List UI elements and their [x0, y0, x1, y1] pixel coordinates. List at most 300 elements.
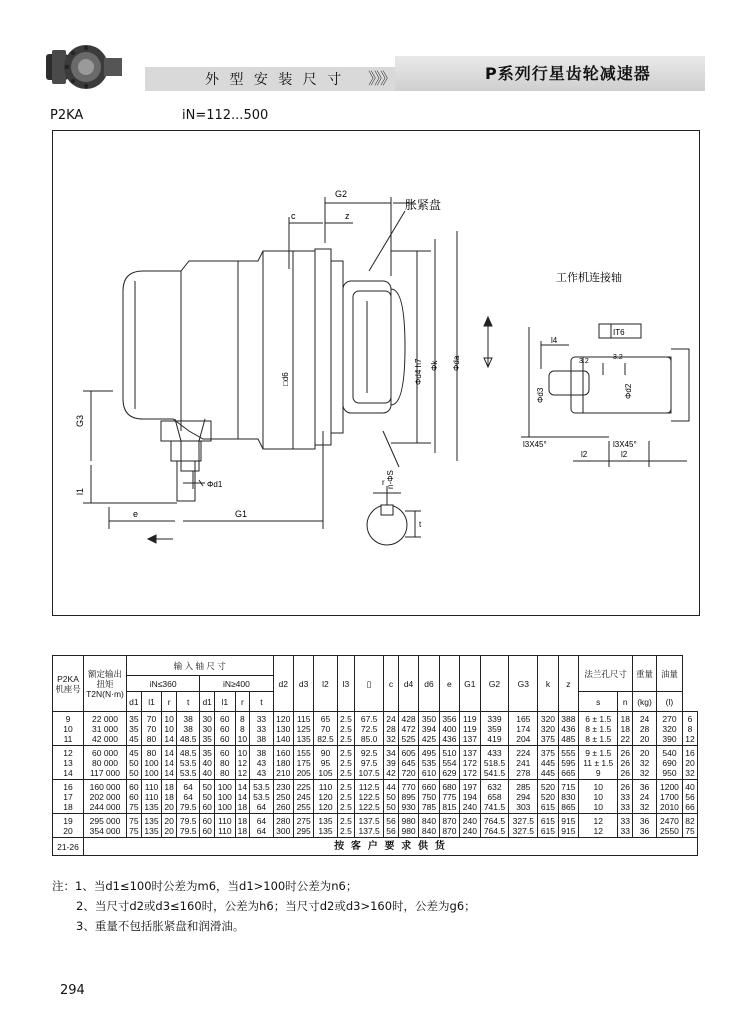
cell-value: 224: [516, 747, 531, 758]
th-oil: 油量: [656, 656, 682, 692]
cell-value: 13: [63, 757, 73, 768]
cell-value: 244 000: [89, 801, 121, 812]
cell-value: 24: [639, 713, 650, 724]
table-cell: [162, 712, 177, 746]
table-cell: [480, 780, 509, 814]
cell-value: 11 ± 1.5: [583, 757, 614, 768]
work-shaft-label: 工作机连接轴: [556, 272, 622, 284]
cell-value: 10: [593, 781, 603, 792]
cell-value: 36: [639, 815, 650, 826]
cell-value: 1200: [660, 781, 679, 792]
cell-value: 2.5: [339, 757, 352, 768]
cell-value: 8 ± 1.5: [585, 723, 612, 734]
cell-value: 300: [276, 825, 291, 836]
cell-value: 117 000: [89, 767, 121, 778]
cell-value: 95: [320, 757, 331, 768]
table-cell: [337, 814, 355, 838]
th-le360: iN≤360: [127, 676, 200, 692]
table-cell: [200, 814, 215, 838]
cell-value: 12: [593, 825, 603, 836]
table-cell: [579, 814, 618, 838]
cell-value: 75: [129, 815, 139, 826]
notes: [52, 876, 476, 936]
cell-value: 2.5: [339, 713, 352, 724]
cell-value: 815: [442, 801, 457, 812]
cell-value: 255: [296, 801, 311, 812]
cell-value: 18: [620, 713, 630, 724]
cell-value: 980: [401, 825, 416, 836]
label-ra-2: 3.2: [613, 354, 623, 361]
cell-value: 356: [442, 713, 457, 724]
table-cell: [439, 712, 459, 746]
table-cell: [162, 814, 177, 838]
cell-value: 39: [386, 757, 396, 768]
table-cell: [579, 780, 618, 814]
cell-value: 180: [276, 757, 291, 768]
label-l3x45-b: l3X45°: [613, 440, 637, 449]
label-d6: □d6: [281, 372, 290, 386]
cell-value: 605: [401, 747, 416, 758]
cell-value: 240: [462, 825, 477, 836]
cell-value: 14: [237, 791, 248, 802]
cell-value: 50: [129, 757, 139, 768]
cell-value: 119: [463, 713, 477, 724]
cell-value: 915: [561, 825, 576, 836]
cell-value: 56: [685, 791, 695, 802]
cell-value: 112.5: [358, 781, 380, 792]
cell-value: 70: [146, 713, 157, 724]
table-cell: [293, 814, 313, 838]
label-ra-1: 3.2: [579, 358, 589, 365]
cell-value: 135: [144, 825, 159, 836]
cell-value: 80: [146, 747, 157, 758]
cell-value: 445: [540, 767, 556, 778]
th-l2: l2: [314, 656, 337, 712]
cell-value: 60: [129, 791, 139, 802]
table-cell: [480, 814, 509, 838]
cell-value: 541.5: [483, 767, 506, 778]
table-cell: [682, 814, 697, 838]
cell-value: 10: [63, 723, 73, 734]
catalog-title: P系列行星齿轮减速器: [485, 64, 651, 83]
cell-value: 930: [401, 801, 416, 812]
cell-value: 110: [218, 815, 232, 826]
table-cell: [419, 780, 439, 814]
table-cell: [579, 712, 618, 746]
cell-value: 33: [256, 713, 267, 724]
cell-value: 82: [685, 815, 695, 826]
cell-value: 554: [442, 757, 457, 768]
cell-value: 24: [386, 713, 396, 724]
label-l2-a: l2: [581, 450, 588, 459]
th-sub: t: [177, 692, 200, 712]
table-cell: [384, 780, 399, 814]
cell-value: 785: [421, 801, 437, 812]
cell-value: 80: [146, 733, 157, 744]
cell-value: 250: [276, 791, 291, 802]
th-sub: d1: [200, 692, 215, 712]
cell-value: 741.5: [483, 801, 506, 812]
cell-value: 26: [620, 757, 630, 768]
cell-value: 60: [202, 825, 212, 836]
cell-value: 33: [620, 815, 630, 826]
cell-value: 280: [276, 815, 291, 826]
cell-value: 400: [442, 723, 457, 734]
cell-value: 10: [593, 791, 603, 802]
table-cell: [215, 712, 235, 746]
table-cell: [558, 814, 578, 838]
label-l4: l4: [551, 336, 558, 345]
cell-value: 294: [516, 791, 531, 802]
table-cell: [235, 712, 250, 746]
cell-value: 320: [540, 723, 556, 734]
cell-value: 56: [386, 825, 396, 836]
cell-value: 680: [442, 781, 457, 792]
table-cell: [384, 712, 399, 746]
cell-value: 175: [296, 757, 311, 768]
cell-value: 665: [561, 767, 576, 778]
table-cell: [314, 780, 337, 814]
cell-value: 67.5: [360, 713, 378, 724]
cell-value: 8: [240, 713, 245, 724]
cell-value: 2.5: [339, 733, 352, 744]
cell-value: 339: [487, 713, 502, 724]
cell-value: 980: [401, 815, 416, 826]
th-s: s: [579, 692, 618, 712]
cell-value: 122.5: [358, 791, 380, 802]
cell-value: 472: [401, 723, 416, 734]
cell-value: 12: [237, 767, 248, 778]
cell-value: 632: [487, 781, 502, 792]
cell-value: 43: [256, 757, 267, 768]
table-cell: [538, 712, 558, 746]
cell-value: 6: [687, 713, 693, 724]
cell-value: 419: [487, 733, 502, 744]
cell-value: 17: [63, 791, 73, 802]
cell-value: 135: [318, 815, 333, 826]
table-cell: [250, 814, 273, 838]
label-k: Φk: [430, 360, 439, 371]
table-cell: [162, 780, 177, 814]
cell-value: 79.5: [179, 815, 197, 826]
th-d3: d3: [293, 656, 313, 712]
cell-value: 38: [183, 723, 193, 734]
cell-value: 140: [276, 733, 291, 744]
cell-value: 870: [442, 825, 457, 836]
cell-value: 34: [386, 747, 396, 758]
th-sub: d1: [127, 692, 142, 712]
table-row-group: [53, 780, 698, 814]
cell-value: 42: [386, 767, 396, 778]
cell-value: 65: [320, 713, 331, 724]
table-cell: [273, 712, 293, 746]
table-cell: [682, 712, 697, 746]
cell-value: 840: [421, 825, 437, 836]
table-cell: [250, 746, 273, 780]
cell-value: 30: [202, 723, 212, 734]
table-cell: [618, 746, 633, 780]
cell-value: 90: [320, 747, 331, 758]
th-l3: l3: [337, 656, 355, 712]
table-cell: [84, 712, 127, 746]
cell-value: 72.5: [360, 723, 378, 734]
label-d2: Φd2: [624, 383, 633, 399]
cell-value: 12: [685, 733, 695, 744]
cell-value: 660: [421, 781, 437, 792]
cell-value: 518.5: [483, 757, 506, 768]
cell-value: 18: [164, 791, 174, 802]
th-sub: l1: [141, 692, 161, 712]
cell-value: 764.5: [483, 825, 506, 836]
cell-value: 8: [687, 723, 693, 734]
cell-value: 445: [540, 757, 556, 768]
th-input: 输 入 轴 尺 寸: [127, 656, 274, 676]
table-cell: [656, 814, 682, 838]
cell-value: 172: [462, 767, 477, 778]
cell-value: 30: [202, 713, 212, 724]
table-cell: [314, 746, 337, 780]
cell-value: 2550: [660, 825, 679, 836]
cell-value: 359: [487, 723, 502, 734]
table-cell: [509, 814, 538, 838]
cell-value: 270: [662, 713, 677, 724]
cell-value: 9: [65, 713, 71, 724]
cell-value: 865: [561, 801, 576, 812]
th-sub: r: [235, 692, 250, 712]
table-cell: [419, 712, 439, 746]
th-sub: r: [162, 692, 177, 712]
cell-value: 295 000: [89, 815, 121, 826]
th-ge400: iN≥400: [200, 676, 273, 692]
table-cell: [355, 746, 384, 780]
cell-value: 137: [462, 733, 477, 744]
cell-value: 225: [296, 781, 311, 792]
table-cell: [656, 712, 682, 746]
note-2: 2、当尺寸d2或d3≤160时，公差为h6；当尺寸d2或d3>160时，公差为g6；: [76, 899, 476, 913]
cell-value: 22 000: [92, 713, 118, 724]
table-cell: [480, 746, 509, 780]
cell-value: 100: [144, 757, 159, 768]
cell-value: 645: [401, 757, 416, 768]
cell-value: 520: [540, 781, 556, 792]
cell-value: 50: [386, 801, 396, 812]
th-sub: l1: [215, 692, 235, 712]
table-cell: [293, 712, 313, 746]
cell-value: 60: [220, 733, 230, 744]
label-G2: G2: [335, 189, 348, 199]
cell-value: 35: [129, 723, 139, 734]
cell-value: 658: [487, 791, 502, 802]
table-cell: [633, 746, 657, 780]
th-oil-unit: (l): [656, 692, 682, 712]
table-row-group: [53, 814, 698, 838]
label-da: Φda: [452, 355, 461, 371]
cell-value: 85.0: [360, 733, 378, 744]
th-G1: G1: [460, 656, 480, 712]
cell-value: 135: [296, 733, 311, 744]
table-cell: [250, 712, 273, 746]
table-cell: [558, 746, 578, 780]
cell-value: 615: [540, 801, 556, 812]
table-cell: [141, 746, 161, 780]
table-cell: [398, 814, 418, 838]
model-code: P2KA: [50, 108, 84, 123]
table-cell: [460, 780, 480, 814]
label-l2-b: l2: [621, 450, 628, 459]
cell-value: 210: [276, 767, 291, 778]
cell-value: 10: [593, 801, 603, 812]
cell-value: 595: [561, 757, 576, 768]
cell-value: 60: [220, 723, 230, 734]
label-d1: Φd1: [207, 480, 223, 489]
cell-value: 32: [685, 767, 695, 778]
cell-value: 130: [276, 723, 291, 734]
cell-value: 950: [662, 767, 677, 778]
cell-value: 53.5: [179, 757, 197, 768]
table-cell: [200, 746, 215, 780]
cell-value: 278: [516, 767, 531, 778]
cell-value: 40: [685, 781, 695, 792]
cell-value: 50: [202, 791, 212, 802]
cell-value: 20: [639, 747, 650, 758]
table-cell: [200, 712, 215, 746]
cell-value: 20: [164, 825, 174, 836]
table-cell: [215, 780, 235, 814]
table-cell: [127, 712, 142, 746]
cell-value: 100: [217, 781, 232, 792]
cell-value: 70: [320, 723, 331, 734]
table-cell: [141, 712, 161, 746]
label-G1: G1: [235, 509, 248, 519]
table-cell: [682, 746, 697, 780]
table-cell: [127, 814, 142, 838]
cell-value: 840: [421, 815, 437, 826]
table-cell: [177, 814, 200, 838]
cell-value: 32: [386, 733, 396, 744]
cell-value: 14: [164, 747, 174, 758]
cell-value: 92.5: [360, 747, 378, 758]
cell-value: 31 000: [92, 723, 118, 734]
th-model: P2KA机座号: [53, 656, 84, 712]
cell-value: 66: [685, 801, 695, 812]
cell-value: 2.5: [339, 767, 352, 778]
cell-value: 610: [421, 767, 437, 778]
cell-value: 38: [256, 733, 267, 744]
cell-value: 327.5: [512, 825, 534, 836]
table-cell: [398, 746, 418, 780]
cell-value: 240: [462, 801, 477, 812]
table-cell: [273, 814, 293, 838]
cell-value: 260: [276, 801, 291, 812]
cell-value: 241: [516, 757, 531, 768]
table-cell: [53, 712, 84, 746]
table-cell: [398, 780, 418, 814]
th-d2: d2: [273, 656, 293, 712]
label-l3x45-a: l3X45°: [523, 440, 547, 449]
table-cell: [579, 746, 618, 780]
cell-value: 80: [220, 757, 230, 768]
cell-value: 79.5: [179, 825, 197, 836]
cell-value: 327.5: [512, 815, 534, 826]
cell-value: 303: [516, 801, 531, 812]
table-cell: [618, 814, 633, 838]
table-cell: [538, 780, 558, 814]
cell-value: 428: [401, 713, 416, 724]
cell-value: 375: [540, 733, 556, 744]
cell-value: 915: [561, 815, 576, 826]
cell-value: 2.5: [339, 825, 352, 836]
cell-value: 110: [318, 781, 333, 792]
cell-value: 202 000: [89, 791, 121, 802]
table-cell: [439, 746, 459, 780]
cell-value: 615: [540, 815, 556, 826]
th-e: e: [439, 656, 459, 712]
table-cell: [215, 746, 235, 780]
label-G3: G3: [75, 414, 85, 427]
cell-value: 135: [318, 825, 333, 836]
cell-value: 354 000: [89, 825, 121, 836]
cell-value: 525: [401, 733, 416, 744]
cell-value: 50: [202, 781, 212, 792]
cell-value: 388: [561, 713, 576, 724]
cell-value: 10: [237, 747, 248, 758]
cell-value: 2.5: [339, 815, 352, 826]
page-number: 294: [60, 983, 85, 998]
cell-value: 40: [202, 767, 212, 778]
cell-value: 9 ± 1.5: [585, 747, 612, 758]
cell-value: 20: [639, 733, 650, 744]
table-cell: [355, 814, 384, 838]
table-cell: [480, 712, 509, 746]
cell-value: 60: [220, 713, 230, 724]
cell-value: 14: [237, 781, 248, 792]
last-row-model: 21-26: [53, 838, 84, 856]
cell-value: 36: [639, 781, 650, 792]
table-cell: [460, 712, 480, 746]
table-cell: [235, 814, 250, 838]
cell-value: 194: [462, 791, 477, 802]
cell-value: 555: [561, 747, 576, 758]
cell-value: 137.5: [358, 815, 380, 826]
table-cell: [538, 814, 558, 838]
cell-value: 2.5: [339, 791, 352, 802]
table-cell: [439, 780, 459, 814]
cell-value: 895: [401, 791, 416, 802]
table-cell: [558, 780, 578, 814]
label-c: c: [291, 211, 296, 221]
table-cell: [84, 746, 127, 780]
th-d6: d6: [419, 656, 439, 712]
table-cell: [53, 780, 84, 814]
cell-value: 720: [401, 767, 416, 778]
cell-value: 20: [63, 825, 73, 836]
cell-value: 32: [639, 767, 650, 778]
cell-value: 172: [462, 757, 477, 768]
cell-value: 35: [129, 713, 139, 724]
cell-value: 10: [164, 723, 174, 734]
table-cell: [84, 780, 127, 814]
cell-value: 80 000: [92, 757, 118, 768]
cell-value: 14: [63, 767, 73, 778]
cell-value: 110: [144, 781, 159, 792]
th-torque: 额定输出扭矩T2N(N·m): [84, 656, 127, 712]
th-d4: d4: [398, 656, 418, 712]
cell-value: 105: [318, 767, 333, 778]
cell-value: 10: [164, 713, 174, 724]
cell-value: 390: [662, 733, 677, 744]
table-body: [53, 712, 698, 838]
cell-value: 75: [129, 825, 139, 836]
